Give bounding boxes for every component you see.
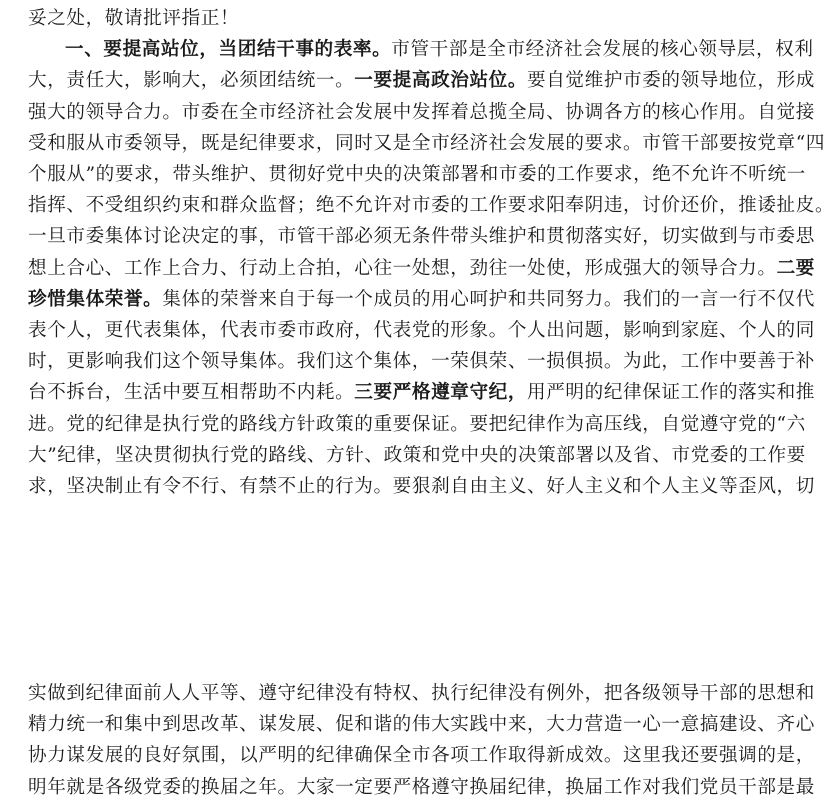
body-text: 明年就是各级党委的换届之年。大家一定要严格遵守换届纪律，换届工作对我们党员干部是最: [28, 776, 815, 798]
body-text: 台不拆台，生活中要互相帮助不内耗。: [28, 382, 355, 404]
text-line: [28, 253, 815, 284]
text-line: [28, 471, 815, 502]
text-line: [28, 65, 815, 96]
text-line: [28, 34, 814, 65]
body-text: 大，责任大，影响大，必须团结统一。: [28, 70, 355, 92]
text-line: [28, 772, 815, 803]
text-line: [28, 97, 815, 128]
bold-heading-text: 二要: [776, 257, 815, 279]
body-text: 协力谋发展的良好氛围，以严明的纪律确保全市各项工作取得新成效。这里我还要强调的是，: [28, 745, 815, 767]
body-text: 受和服从市委领导，既是纪律要求，同时又是全市经济社会发展的要求。市管干部要按党章“四: [28, 132, 826, 154]
body-text: 要自觉维护市委的领导地位，形成: [527, 70, 815, 92]
bold-heading-text: 一、要提高站位，当团结干事的表率。: [65, 39, 392, 61]
text-line: [28, 128, 826, 159]
body-text: 一旦市委集体讨论决定的事，市管干部必须无条件带头维护和贯彻落实好，切实做到与市委思: [28, 226, 815, 248]
body-text: 表个人，更代表集体，代表市委市政府，代表党的形象。个人出问题，影响到家庭、个人的同: [28, 320, 815, 342]
bold-heading-text: 三要严格遵章守纪，: [354, 382, 528, 404]
document-text-block-bottom: [28, 678, 815, 803]
text-line: [28, 190, 834, 221]
text-line: [28, 346, 815, 377]
body-text: 大”纪律，坚决贯彻执行党的路线、方针、政策和党中央的决策部署以及省、市党委的工作要: [28, 444, 806, 466]
text-line: [28, 159, 806, 190]
text-line: [28, 709, 815, 740]
body-text: 个服从”的要求，带头维护、贯彻好党中央的决策部署和市委的工作要求，绝不允许不听统一: [28, 164, 806, 186]
body-text: 想上合心、工作上合力、行动上合拍，心往一处想，劲往一处使，形成强大的领导合力。: [28, 257, 777, 279]
text-line: [28, 3, 780, 34]
body-text: 妥之处，敬请批评指正！: [28, 8, 240, 29]
body-text: 时，更影响我们这个领导集体。我们这个集体，一荣俱荣、一损俱损。为此，工作中要善于补: [28, 351, 815, 373]
body-text: 精力统一和集中到思改革、谋发展、促和谐的伟大实践中来，大力营造一心一意搞建设、齐心: [28, 714, 815, 736]
body-text: 进。党的纪律是执行党的路线方针政策的重要保证。要把纪律作为高压线，自觉遵守党的“六: [28, 413, 806, 435]
body-text: 用严明的纪律保证工作的落实和推: [527, 382, 815, 404]
body-text: 指挥、不受组织约束和群众监督；绝不允许对市委的工作要求阳奉阴违，讨价还价，推诿扯皮。: [28, 195, 834, 217]
text-line: [28, 221, 815, 252]
body-text: 求，坚决制止有令不行、有禁不止的行为。要狠刹自由主义、好人主义和个人主义等歪风，切: [28, 476, 815, 498]
text-line: [28, 284, 815, 315]
text-line: [28, 377, 815, 408]
text-line: [28, 315, 815, 346]
bold-heading-text: 一要提高政治站位。: [354, 70, 528, 92]
text-line: [28, 409, 806, 440]
body-text: 市管干部是全市经济社会发展的核心领导层，权利: [391, 39, 814, 61]
text-line: [28, 740, 815, 771]
document-text-block-top: [28, 3, 834, 502]
text-line: [28, 440, 806, 471]
bold-heading-text: 珍惜集体荣誉。: [28, 288, 163, 310]
text-line: [28, 678, 815, 709]
body-text: 集体的荣誉来自于每一个成员的用心呵护和共同努力。我们的一言一行不仅代: [162, 288, 815, 310]
body-text: 实做到纪律面前人人平等、遵守纪律没有特权、执行纪律没有例外，把各级领导干部的思想和: [28, 683, 815, 704]
body-text: 强大的领导合力。市委在全市经济社会发展中发挥着总揽全局、协调各方的核心作用。自觉接: [28, 101, 815, 123]
